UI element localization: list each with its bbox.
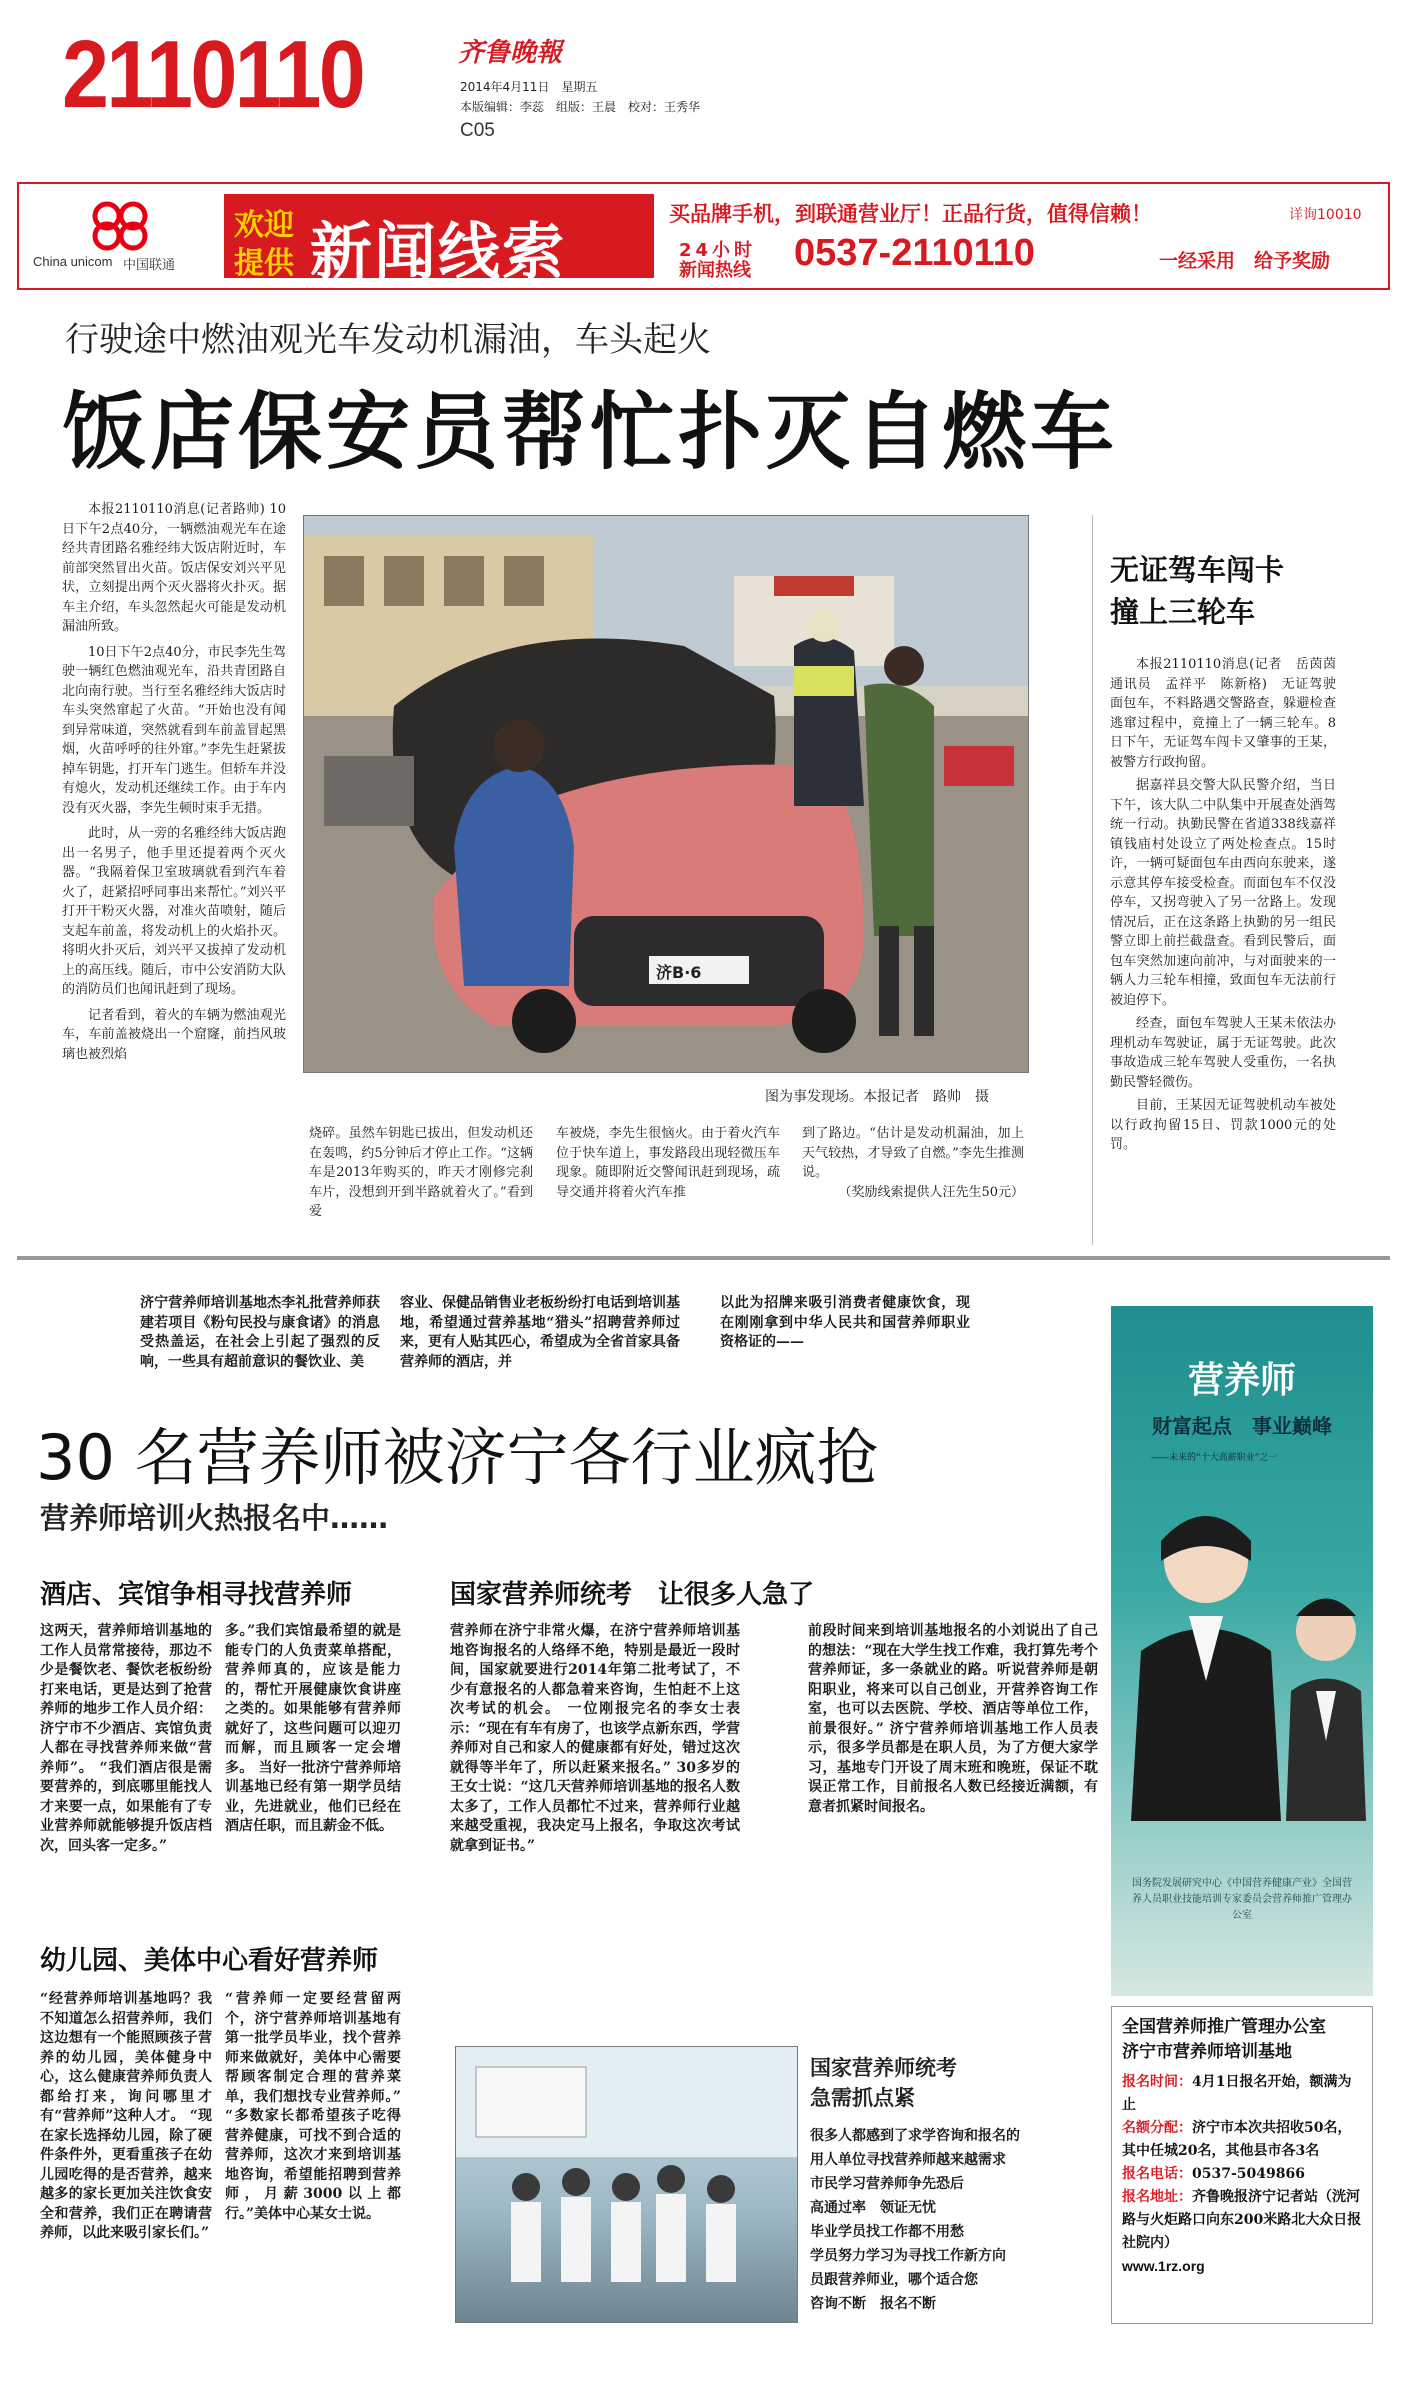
story1-col1-p4: 记者看到，着火的车辆为燃油观光车，车前盖被烧出一个窟窿，前挡风玻璃也被烈焰 <box>62 1007 286 1062</box>
info-address <box>1122 2186 1362 2255</box>
ad-sec1-a: 这两天，营养师培训基地的工作人员常常接待，那边不少是餐饮老、餐饮老板纷纷打来电话，更是达到了抢营养师的地步工作人员介绍：济宁市不少酒店、宾馆负责人都在寻找营养师来做“营养师”。 <box>40 1623 212 1776</box>
story2-p3: 经查，面包车驾驶人王某未依法办理机动车驾驶证，属于无证驾驶。此次事故造成三轮车驾驶人受重伤，一名执勤民警轻微伤。 <box>1110 1016 1336 1090</box>
addr-label: 报名地址： <box>1122 2189 1192 2205</box>
side-ad-slogan: 财富起点 事业巅峰 <box>1152 1414 1332 1438</box>
story1-col1-p3: 此时，从一旁的名雅经纬大饭店跑出一名男子，他手里还提着两个灭火器。“我隔着保卫室玻璃就看到汽车着火了，赶紧招呼同事出来帮忙。”刘兴平打开干粉灭火器，对准火苗喷射，随后支起车前盖，将发动机上的火焰扑灭。将明火扑灭后，刘兴平又拔掉了发动机上的高压线。随后，市中公安消防大队的消防员们也闻讯赶到了现场。 <box>62 826 286 997</box>
nutritionist-side-ad[interactable] <box>1111 1306 1373 1996</box>
paper-name: 齐鲁晚報 <box>458 38 563 68</box>
banner-promo: 买品牌手机，到联通营业厅！正品行货，值得信赖！ <box>669 202 1152 226</box>
hotline-number: 2110110 <box>62 21 364 128</box>
info-title-2: 济宁市营养师培训基地 <box>1122 2042 1292 2062</box>
ad-sec2-c: “营养师一定要经营留两个，济宁营养师培训基地有第一批学员毕业，找个营养师来做就好，美体中心需要帮顾客制定合理的营养菜单，我们想找专业营养师。” <box>225 1991 401 2105</box>
ad-subhead: 营养师培训火热报名中…… <box>40 1501 389 1535</box>
ad-sec1-d: 当好一批济宁营养师培训基地已经有第一期学员结业，先进就业，他们已经在酒店任职，而且薪金不低。 <box>225 1759 402 1834</box>
quota-value: 济宁市本次共招收50名，其中任城20名，其他县市各3名 <box>1122 2120 1352 2159</box>
ad-sec4-line: 咨询不断 报名不断 <box>810 2296 936 2312</box>
ad-sec4-line: 用人单位寻找营养师越来越需求 <box>810 2152 1006 2168</box>
unicom-cn: 中国联通 <box>123 258 176 273</box>
addr-value: 齐鲁晚报济宁记者站（洸河路与火炬路口向东200米路北大众日报社院内） <box>1122 2189 1362 2251</box>
info-url[interactable]: www.1rz.org <box>1122 2258 1205 2274</box>
banner-reward: 一经采用 给予奖励 <box>1159 250 1331 272</box>
quota-label: 名额分配： <box>1122 2120 1192 2136</box>
phone-label: 报名电话： <box>1122 2166 1192 2182</box>
story2-headline-2: 撞上三轮车 <box>1110 595 1256 629</box>
ad-intro-1: 济宁营养师培训基地杰李礼批营养师获建若项目《粉句民投与康食诸》的消息受热盖运，在社会上引起了强烈的反响，一些具有超前意识的餐饮业、美 <box>140 1295 380 1370</box>
photo-plate: 济B·6 <box>656 963 702 982</box>
story1-tail-col3-text: 到了路边。“估计是发动机漏油，加上天气较热，才导致了自燃。”李先生推测说。 <box>802 1126 1024 1180</box>
side-ad-org: 国务院发展研究中心《中国营养健康产业》全国营养人员职业技能培训专家委员会营养师推广管理办公室 <box>1132 1878 1352 1921</box>
banner-news-clue: 新闻线索 <box>310 215 567 288</box>
car-fire-photo <box>303 515 1029 1073</box>
ad-sec2-title: 幼儿园、美体中心看好营养师 <box>40 1946 379 1976</box>
unicom-logo <box>33 196 209 278</box>
story2-p1: 本报2110110消息(记者 岳茵茵 通讯员 孟祥平 陈新格) 无证驾驶面包车，不料路遇交警路查，躲避检查逃窜过程中，竟撞上了一辆三轮车。8日下午，无证驾车闯卡又肇事的王某，被警方行政拘留。 <box>1110 657 1350 770</box>
banner-hotline-24: 24小时 <box>679 240 757 261</box>
ad-sec3-d: 前段时间来到培训基地报名的小刘说出了自己的想法：“现在大学生找工作难，我打算先考个营养师证，多一条就业的路。听说营养师是朝阳职业，将来可以自己创业，开营养咨询工作室，也可以去医院、学校、酒店等单位工作，前景很好。” <box>808 1623 1098 1737</box>
ad-sec2-d: “多数家长都希望孩子吃得营养健康，可找不到合适的营养师，这次才来到培训基地咨询，希望能招聘到营养师，月薪3000以上都行。”美体中心某女士说。 <box>225 2108 401 2222</box>
car-fire-photo-illustration <box>304 516 1028 1072</box>
ad-sec1-c: 多。”我们宾馆最希望的就是能专门的人负责菜单搭配，营养师真的，应该是能力的，帮忙开展健康饮食讲座之类的。如果能够有营养师就好了，这些问题可以迎刃而解，而且顾客一定会增多。 <box>225 1623 401 1776</box>
story2-divider <box>1092 515 1093 1245</box>
ad-classroom-photo <box>455 2046 798 2323</box>
unicom-en: China unicom <box>33 254 113 269</box>
ad-sec1-col2 <box>225 1622 401 1932</box>
ad-sec3-a: 营养师在济宁非常火爆，在济宁营养师培训基地咨询报名的人络绎不绝，特别是最近一段时间，国家就要进行2014年第二批考试了，不少有意报名的人都急着来咨询，生怕赶不上这次考试的机会。 <box>450 1623 740 1717</box>
story1-tail-col1: 烧碎。虽然车钥匙已拔出，但发动机还在轰鸣，约5分钟后才停止工作。“这辆车是2013年购买的，昨天才刚修完刹车片，没想到开到半路就着火了。”看到爱 <box>309 1126 533 1219</box>
ad-intro-2: 容业、保健品销售业老板纷纷打电话到培训基地，希望通过营养基地“猎头”招聘营养师过来，更有人贴其匹心，希望成为全省首家具备营养师的酒店，并 <box>400 1295 680 1370</box>
banner-welcome: 欢迎 <box>234 208 294 243</box>
ad-sec3-b: 一位刚报完名的李女士表示：“现在有车有房了，也该学点新东西，学营养师对自己和家人的健康都有好处，错过这次就得等半年了，所以赶紧来报名。” <box>450 1701 741 1776</box>
story1-col1-p1: 本报2110110消息(记者路帅) 10日下午2点40分，一辆燃油观光车在途经共青团路名雅经纬大饭店附近时，车前部突然冒出火苗。饭店保安刘兴平见状，立刻提出两个灭火器将火扑灭。据车主介绍，车头忽然起火可能是发动机漏油所致。 <box>62 502 286 634</box>
banner-detail: 详询10010 <box>1289 207 1362 223</box>
section-rule <box>17 1256 1390 1260</box>
banner-phone[interactable]: 0537-2110110 <box>794 232 1035 274</box>
ad-sec4-line: 高通过率 领证无忧 <box>810 2200 936 2216</box>
ad-sec1-title: 酒店、宾馆争相寻找营养师 <box>40 1580 353 1610</box>
story1-tail-col3 <box>802 1124 1024 1249</box>
info-phone <box>1122 2163 1362 2186</box>
story2-body <box>1110 655 1350 1240</box>
ad-sec3-e: 济宁营养师培训基地工作人员表示，很多学员都是在职人员，为了方便大家学习，基地专门开设了周末班和晚班，保证不耽误正常工作，目前报名人数已经接近满额，有意者抓紧时间报名。 <box>808 1720 1098 1815</box>
unicom-banner[interactable] <box>17 182 1390 290</box>
info-title-1: 全国营养师推广管理办公室 <box>1122 2017 1326 2037</box>
photo-caption: 图为事发现场。本报记者 路帅 摄 <box>765 1089 989 1105</box>
ad-sec3-col2 <box>808 1622 1098 2012</box>
side-ad-small: ——未来的“十大高薪职业”之一 <box>1151 1453 1278 1463</box>
story2-p2: 据嘉祥县交警大队民警介绍，当日下午，该大队二中队集中开展查处酒驾统一行动。执勤民警在省道338线嘉祥镇钱庙村处设立了两处检查点。15时许，一辆可疑面包车由西向东驶来，遂示意其停车接受检查。而面包车不仅没停车，又拐弯驶入了另一岔路上。发现情况后，正在这条路上执勤的另一组民警立即上前拦截盘查。看到民警后，面包车突然加速向前冲，与对面驶来的一辆人力三轮车相撞，致面包车无法前行被迫停下。 <box>1110 778 1336 1008</box>
ad-sec4-line: 市民学习营养师争先恐后 <box>810 2176 964 2192</box>
ad-sec4-title-1: 国家营养师统考 <box>810 2056 957 2080</box>
ad-sec4-title-2: 急需抓点紧 <box>810 2086 915 2110</box>
ad-headline: 30 名营养师被济宁各行业疯抢 <box>36 1421 879 1494</box>
page-code: C05 <box>460 120 495 141</box>
ad-sec4-line: 毕业学员找工作都不用愁 <box>810 2224 964 2240</box>
date-line: 2014年4月11日 星期五 <box>460 80 598 94</box>
ad-sec4-line: 很多人都感到了求学咨询和报名的 <box>810 2128 1020 2144</box>
reward-note: （奖励线索提供人汪先生50元） <box>838 1184 1024 1200</box>
story1-kicker: 行驶途中燃油观光车发动机漏油，车头起火 <box>65 320 711 360</box>
time-value: 4月1日报名开始，额满为止 <box>1122 2074 1352 2113</box>
side-ad-figures <box>1111 1491 1373 1821</box>
ad-sec2-a: “经营养师培训基地吗？我不知道怎么招营养师，我们这边想有一个能照顾孩子营养的幼儿园，美体健身中心，这么健康营养师负责人都给打来，询问哪里才有“营养师”这种人才。 <box>40 1991 212 2124</box>
info-time <box>1122 2071 1362 2117</box>
story2-p4: 目前，王某因无证驾驶机动车被处以行政拘留15日、罚款1000元的处罚。 <box>1110 1098 1336 1152</box>
story2-headline-1: 无证驾车闯卡 <box>1110 553 1285 587</box>
ad-sec4-line: 员跟营养师业，哪个适合您 <box>810 2272 978 2288</box>
ad-sec2-b: “现在家长选择幼儿园，除了硬件条件外，更看重孩子在幼儿园吃得的是否营养，越来越多的家长更加关注饮食安全和营养，我们正在聘请营养师，以此来吸引家长们。” <box>40 2108 212 2241</box>
masthead <box>0 0 1409 175</box>
ad-sec3-title: 国家营养师统考 让很多人急了 <box>450 1580 815 1610</box>
ad-sec2-col1 <box>40 1990 212 2360</box>
story1-col1 <box>62 500 286 1245</box>
phone-value[interactable]: 0537-5049866 <box>1192 2166 1305 2182</box>
ad-sec4-list <box>810 2124 1100 2316</box>
side-ad-title: 营养师 <box>1187 1360 1296 1401</box>
editor-line: 本版编辑：李蕊 组版：王晨 校对：王秀华 <box>460 100 701 114</box>
story1-tail-col2: 车被烧，李先生很恼火。由于着火汽车位于快车道上，事发路段出现轻微压车现象。随即附近交警闻讯赶到现场，疏导交通并将着火汽车推 <box>556 1126 780 1200</box>
banner-red-block <box>224 194 654 288</box>
ad-classroom-illustration <box>456 2047 797 2322</box>
ad-sec3-col1 <box>450 1622 740 2012</box>
time-label: 报名时间： <box>1122 2074 1192 2090</box>
unicom-knot-icon <box>85 196 155 254</box>
ad-intro-3: 以此为招牌来吸引消费者健康饮食，现在刚刚拿到中华人民共和国营养师职业资格证的—— <box>720 1295 970 1350</box>
ad-sec4-line: 学员努力学习为寻找工作新方向 <box>810 2248 1006 2264</box>
story1-col1-p2: 10日下午2点40分，市民李先生驾驶一辆红色燃油观光车，沿共青团路自北向南行驶。当行至名雅经纬大饭店时车头突然窜起了火苗。“开始也没有闻到异常味道，突然就看到车前盖冒起黑烟，火苗呼呼的往外窜。”李先生赶紧拔掉车钥匙，打开车门逃生。但轿车并没有熄火，发动机还继续工作。由于车内没有灭火器，李先生顿时束手无措。 <box>62 644 286 816</box>
ad-sec1-col1 <box>40 1622 212 1932</box>
ad-sec2-col2 <box>225 1990 401 2360</box>
banner-provide: 提供 <box>234 246 294 281</box>
banner-hotline-label: 新闻热线 <box>679 260 751 281</box>
story1-headline: 饭店保安员帮忙扑灭自燃车 <box>62 383 1119 481</box>
registration-info-box <box>1111 2006 1373 2324</box>
info-quota <box>1122 2117 1362 2163</box>
ad-sec3-c: 30多岁的王女士说：“这几天营养师培训基地的报名人数太多了，工作人员都忙不过来，营养师行业越来越受重视，我决定马上报名，争取这次考试就拿到证书。” <box>450 1759 740 1854</box>
ad-sec1-b: “我们酒店很是需要营养的，到底哪里能找人才来要一点，如果能有了专业营养师就能够提升饭店档次，回头客一定多。” <box>40 1759 213 1854</box>
